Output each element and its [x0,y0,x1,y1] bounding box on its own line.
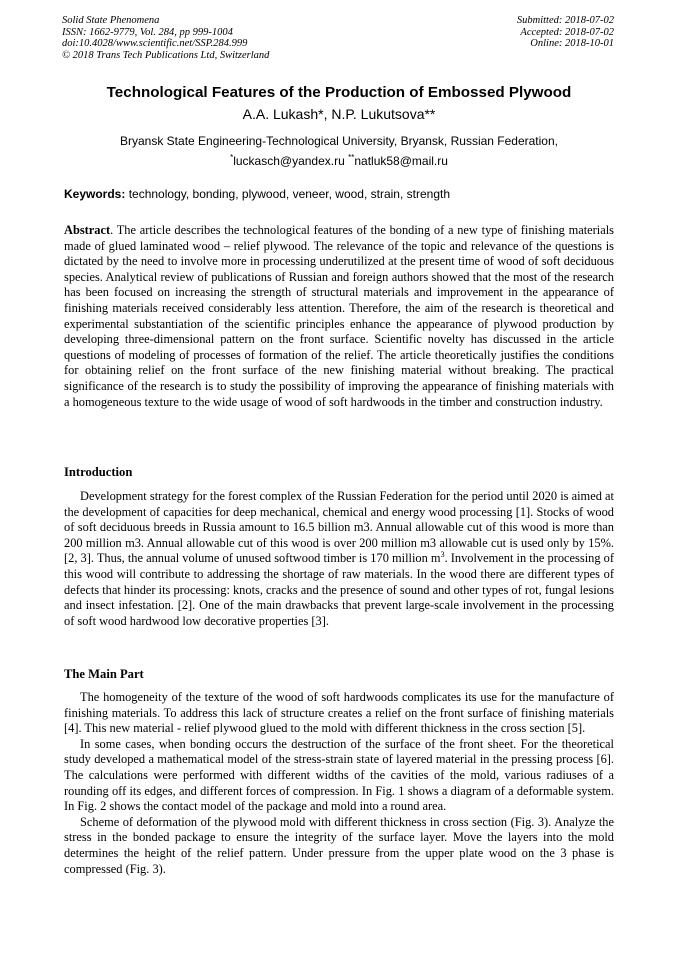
introduction-heading: Introduction [64,465,133,479]
date-accepted: Accepted: 2018-07-02 [520,26,614,38]
journal-doi: doi:10.4028/www.scientific.net/SSP.284.999 [62,38,248,50]
email-1: luckasch@yandex.ru [233,154,345,168]
journal-info [62,15,269,61]
intro-superscript: 3 [440,550,445,560]
email-marker-1: * [230,153,234,162]
publication-dates [517,15,614,50]
journal-name: Solid State Phenomena [62,15,160,26]
keywords [64,187,620,201]
keywords-text: technology, bonding, plywood, veneer, wood, strain, strength [125,187,451,201]
email-marker-2: ** [348,153,355,162]
paper-title: Technological Features of the Production of Embossed Plywood [106,84,572,101]
intro-text-2: . Involvement in the processing of this wood will contribute to addressing the shortage of raw materials. In the wood there are different types of defects that hinder its processing: knots, cracks and the presence of sound and other types of rot, fungal lesions and insect infestation. [2]. One of the main drawbacks that prevent large-scale involvement in the processing of soft wood hardwood low decorative properties [3]. [64,551,614,628]
main-part-heading: The Main Part [64,667,144,681]
author-emails [0,153,678,168]
email-2: natluk58@mail.ru [354,154,448,168]
affiliation: Bryansk State Engineering-Technological University, Bryansk, Russian Federation, [120,134,558,148]
keywords-label: Keywords: [64,187,126,201]
journal-copyright: © 2018 Trans Tech Publications Ltd, Switzerland [62,49,270,61]
main-part-body [64,690,614,877]
abstract-label: Abstract [64,223,111,237]
date-online: Online: 2018-10-01 [530,38,614,50]
journal-issn: ISSN: 1662-9779, Vol. 284, pp 999-1004 [62,26,233,38]
introduction-body [64,489,614,629]
main-paragraph: The homogeneity of the texture of the wood of soft hardwoods complicates its use for the manufacture of finishing materials. To address this lack of structure creates a relief on the front surface of finishing materials [4]. This new material - relief plywood glued to the mold with different thickness in the cross section [5]. [64,690,614,736]
abstract-text: . The article describes the technological features of the bonding of a new type of finishing materials made of glued laminated wood – relief plywood. The relevance of the topic and relevance of the questions is dictated by the need to involve more in processing underutilized at the present time of wood of soft deciduous species. Analytical review of publications of Russian and foreign authors showed that the most of the research has been focused on increasing the strength of structural materials and improvement in the appearance of finishing materials received considerably less attention. Therefore, the aim of the research is theoretical and experimental substantiation of the scientific principles enhance the appearance of plywood production by developing three-dimensional pattern on the front surface. Scientific novelty has discussed in the article questions of modeling of processes of formation of the relief. The article theoretically justifies the conditions for obtaining relief on the front surface of the new finishing material without breaking. The practical significance of the research is to study the possibility of improving the appearance of finishing materials with a homogeneous texture to the wide usage of wood of soft hardwoods in the timber and construction industry. [64,223,614,409]
main-paragraph: Scheme of deformation of the plywood mold with different thickness in cross section (Fig. 3). Analyze the stress in the bonded package to ensure the integrity of the surface layer. Move the layers into the mold determines the height of the relief pattern. Under pressure from the upper plate wood on the 3 phase is compressed (Fig. 3). [64,814,614,876]
intro-text-1: Development strategy for the forest complex of the Russian Federation for the period until 2020 is aimed at the development of capacities for deep mechanical, chemical and energy wood processing [1]. Stocks of wood of soft deciduous breeds in Russia amount to 16.5 billion m3. Annual allowable cut of this wood is more than 200 million m3. Annual allowable cut of this wood is over 200 million m3 allowable cut is used only by 15%. [2, 3]. Thus, the annual volume of unused softwood timber is 170 million m [64,489,614,566]
authors: A.A. Lukash*, N.P. Lukutsova** [242,106,436,122]
date-submitted: Submitted: 2018-07-02 [516,15,614,26]
abstract [64,223,614,410]
main-paragraph: In some cases, when bonding occurs the destruction of the surface of the front sheet. For the theoretical study developed a mathematical model of the stress-strain state of layered material in the pressing process [6]. The calculations were performed with different widths of the cavities of the mold, various radiuses of a rounding off its edges, and different forces of compression. In Fig. 1 shows a diagram of a deformable system. In Fig. 2 shows the contact model of the package and mold into a round area. [64,736,614,814]
